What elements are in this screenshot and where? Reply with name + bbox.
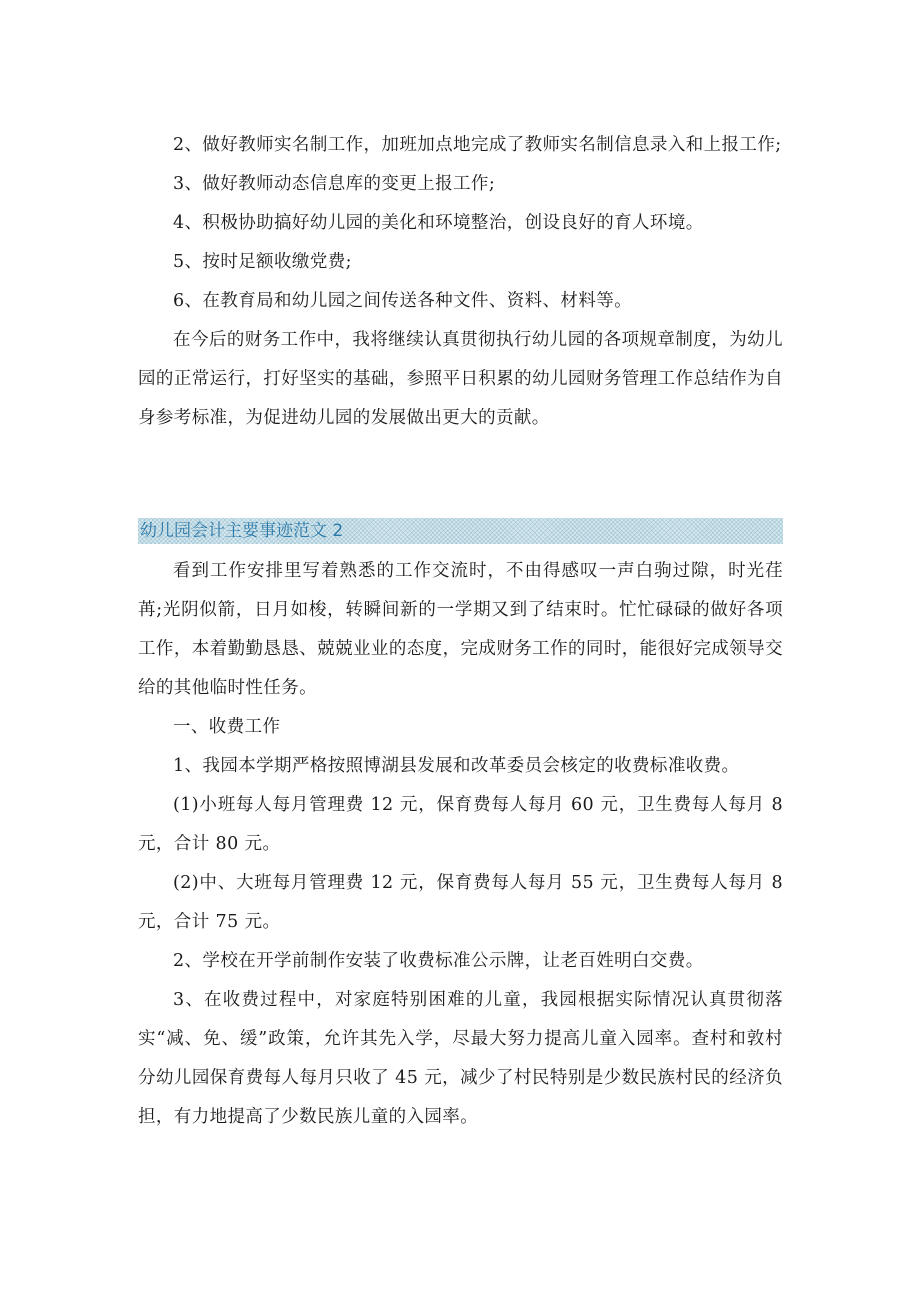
section-heading: 幼儿园会计主要事迹范文 2 <box>138 518 783 544</box>
paragraph: (1)小班每人每月管理费 12 元，保育费每人每月 60 元，卫生费每人每月 8 元，合计 80 元。 <box>138 795 783 854</box>
paragraph: (2)中、大班每月管理费 12 元，保育费每人每月 55 元，卫生费每人每月 8 元，合计 75 元。 <box>138 873 783 932</box>
paragraph: 2、做好教师实名制工作，加班加点地完成了教师实名制信息录入和上报工作; <box>173 135 782 155</box>
paragraph: 2、学校在开学前制作安装了收费标准公示牌，让老百姓明白交费。 <box>173 951 704 971</box>
paragraph: 4、积极协助搞好幼儿园的美化和环境整治，创设良好的育人环境。 <box>173 213 704 233</box>
paragraph: 看到工作安排里写着熟悉的工作交流时，不由得感叹一声白驹过隙，时光荏苒;光阴似箭，日月如梭，转瞬间新的一学期又到了结束时。忙忙碌碌的做好各项工作，本着勤勤恳恳、兢兢业业的态度，完成财务工作的同时，能很好完成领导交给的其他临时性任务。 <box>138 561 783 698</box>
paragraph: 5、按时足额收缴党费; <box>173 252 352 272</box>
paragraph: 6、在教育局和幼儿园之间传送各种文件、资料、材料等。 <box>173 291 633 311</box>
document-page <box>138 126 783 1137</box>
section-gap <box>138 438 783 518</box>
paragraph: 在今后的财务工作中，我将继续认真贯彻执行幼儿园的各项规章制度，为幼儿园的正常运行，打好坚实的基础，参照平日积累的幼儿园财务管理工作总结作为自身参考标准，为促进幼儿园的发展做出更大的贡献。 <box>138 330 783 428</box>
paragraph: 3、在收费过程中，对家庭特别困难的儿童，我园根据实际情况认真贯彻落实“减、免、缓”政策，允许其先入学，尽最大努力提高儿童入园率。查村和敦村分幼儿园保育费每人每月只收了 45 元，减少了村民特别是少数民族村民的经济负担，有力地提高了少数民族儿童的入园率。 <box>138 990 783 1127</box>
section-1 <box>138 126 783 438</box>
paragraph: 1、我园本学期严格按照博湖县发展和改革委员会核定的收费标准收费。 <box>173 756 740 776</box>
paragraph: 3、做好教师动态信息库的变更上报工作; <box>173 174 496 194</box>
subheading: 一、收费工作 <box>173 717 281 737</box>
section-2 <box>138 518 783 1137</box>
